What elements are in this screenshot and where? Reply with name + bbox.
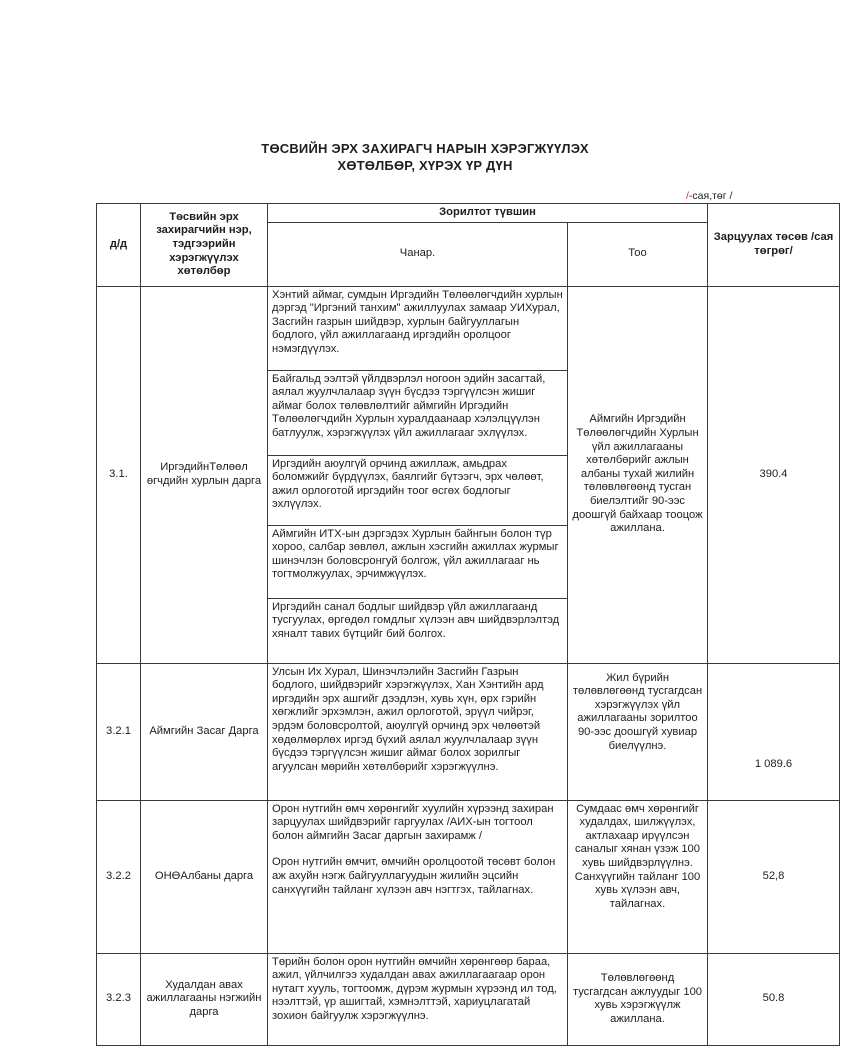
header-row-1 — [97, 204, 840, 223]
cell-quality: Улсын Их Хурал, Шинэчлэлийн Засгийн Газрын бодлого, шийдвэрийг хэрэгжүүлэх, Хан Хэнтийн ард иргэдийн эрх ашгийг дээдлэн, хувь хүн, өрх гэрийн хөгжлийг эрхэмлэн, ажил орлоготой, эрүүл чийрэг, эрдэм боловсролтой, аюулгүй орчинд эрх чөлөөтэй хөдөлмөрлөх иргэд бүхий аялал жуулчлалаар зүүн бүсдээ тэргүүлсэн жишиг аймаг болох зорилгыг агуулсан мөрийн хөтөлбөрийг хэрэгжүүлнэ. — [268, 663, 568, 800]
unit-text: -сая,төг / — [688, 190, 733, 202]
header-target-level: Зорилтот түвшин — [268, 204, 708, 223]
cell-budget: 52,8 — [708, 800, 840, 953]
cell-dd: 3.2.1 — [97, 663, 141, 800]
table-row — [97, 953, 840, 1045]
header-quantity: Тоо — [568, 222, 708, 286]
header-quality: Чанар. — [268, 222, 568, 286]
table-row — [97, 286, 840, 370]
cell-program: Аймгийн Засаг Дарга — [141, 663, 268, 800]
cell-quality: Иргэдийн аюулгүй орчинд ажиллаж, амьдрах боломжийг бүрдүүлэх, баялгийг бүтээгч, эрх чөлөөт, ажил орлоготой иргэдийн тоог өсгөх бодлогыг эхлүүлэх. — [268, 455, 568, 525]
cell-dd: 3.1. — [97, 286, 141, 663]
cell-dd: 3.2.2 — [97, 800, 141, 953]
header-budget: Зарцуулах төсөв /сая төгрөг/ — [708, 204, 840, 287]
cell-quantity: Аймгийн Иргэдийн Төлөөлөгчдийн Хурлын үйл ажиллагааны хөтөлбөрийг ажлын албаны тухай жилийн төлөвлөгөөнд тусган биелэлтийг 90-ээс доошгүй байхаар тооцож ажиллана. — [568, 286, 708, 663]
cell-dd: 3.2.3 — [97, 953, 141, 1045]
cell-quality — [268, 800, 568, 953]
cell-quantity: Сумдаас өмч хөрөнгийг худалдах, шилжүүлэх, актлахаар ирүүлсэн саналыг хянан үзэж 100 хувь шийдвэрлүүлнэ. Санхүүгийн тайланг 100 хувь хүлээн авч, тайлагнах. — [568, 800, 708, 953]
unit-mark: / — [686, 190, 689, 202]
cell-quantity: Жил бүрийн төлөвлөгөөнд тусгагдсан хэрэгжүүлэх үйл ажиллагааны зорилтоо 90-ээс доошгүй хувиар биелүүлнэ. — [568, 663, 708, 800]
table-row — [97, 663, 840, 800]
title-line-2: ХӨТӨЛБӨР, ХҮРЭХ ҮР ДҮН — [337, 158, 513, 173]
cell-quantity: Төлөвлөгөөнд тусгагдсан ажлуудыг 100 хувь хэрэгжүүлж ажиллана. — [568, 953, 708, 1045]
cell-budget: 390.4 — [708, 286, 840, 663]
program-table — [96, 203, 840, 1046]
document-title — [0, 140, 850, 174]
title-line-1: ТӨСВИЙН ЭРХ ЗАХИРАГЧ НАРЫН ХЭРЭГЖҮҮЛЭХ — [261, 141, 589, 156]
quality-text: Орон нутгийн өмч хөрөнгийг хуулийн хүрээнд захиран зарцуулах шийдвэрийг гаргуулах /АИХ-ын тогтоол болон аймгийн Засаг даргын захирамж / — [272, 802, 554, 842]
quality-text-extra: Орон нутгийн өмчит, өмчийн оролцоотой төсөвт болон аж ахуйн нэгж байгууллагуудын жилийн эцсийн санхүүгийн тайланг хүлээн авч нэгтгэх, тайлагнах. — [272, 856, 556, 896]
cell-quality: Хэнтий аймаг, сумдын Иргэдийн Төлөөлөгчдийн хурлын дэргэд "Иргэний танхим" ажиллуулах замаар УИХурал, Засгийн газрын шийдвэр, хурлын байгууллагын бодлого, үйл ажиллагаанд иргэдийн оролцоог нэмэгдүүлэх. — [268, 286, 568, 370]
cell-program: ИргэдийнТөлөөл өгчдийн хурлын дарга — [141, 286, 268, 663]
cell-quality: Иргэдийн санал бодлыг шийдвэр үйл ажиллагаанд тусгуулах, өргөдөл гомдлыг хүлээн авч шийдвэрлэлтэд хяналт тавих бүтцийг бий болгох. — [268, 598, 568, 663]
header-dd: д/д — [97, 204, 141, 287]
cell-budget: 1 089.6 — [708, 663, 840, 800]
cell-budget: 50.8 — [708, 953, 840, 1045]
cell-program: Худалдан авах ажиллагааны нэгжийн дарга — [141, 953, 268, 1045]
cell-quality: Аймгийн ИТХ-ын дэргэдэх Хурлын байнгын болон түр хороо, салбар зөвлөл, ажлын хэсгийн ажиллах журмыг шинэчлэн боловсронгуй болгож, үйл ажиллагааг нь тогтмолжуулах, эрчимжүүлэх. — [268, 525, 568, 598]
cell-quality: Байгальд ээлтэй үйлдвэрлэл ногоон эдийн засагтай, аялал жуулчлалаар зүүн бүсдээ тэргүүлсэн жишиг аймаг болох төлөвлөлтийг аймгийн Иргэдийн Төлөөлөгчдийн Хурлын хуралдаанаар хэлэлцүүлэн батлуулж, хэрэгжүүлэх үйл ажиллагааг эхлүүлэх. — [268, 370, 568, 455]
cell-quality: Төрийн болон орон нутгийн өмчийн хөрөнгөөр бараа, ажил, үйлчилгээ худалдан авах ажиллагаагаар орон нутагт хууль, тогтоомж, дүрэм журмын хүрээнд ил тод, нээлттэй, үр ашигтай, хэмнэлттэй, хариуцлагатай зохион байгуулж хэрэгжүүлнэ. — [268, 953, 568, 1045]
header-program: Төсвийн эрх захирагчийн нэр, тэдгээрийн хэрэгжүүлэх хөтөлбөр — [141, 204, 268, 287]
table-row — [97, 800, 840, 953]
cell-program: ОНӨАлбаны дарга — [141, 800, 268, 953]
unit-note — [686, 190, 732, 202]
